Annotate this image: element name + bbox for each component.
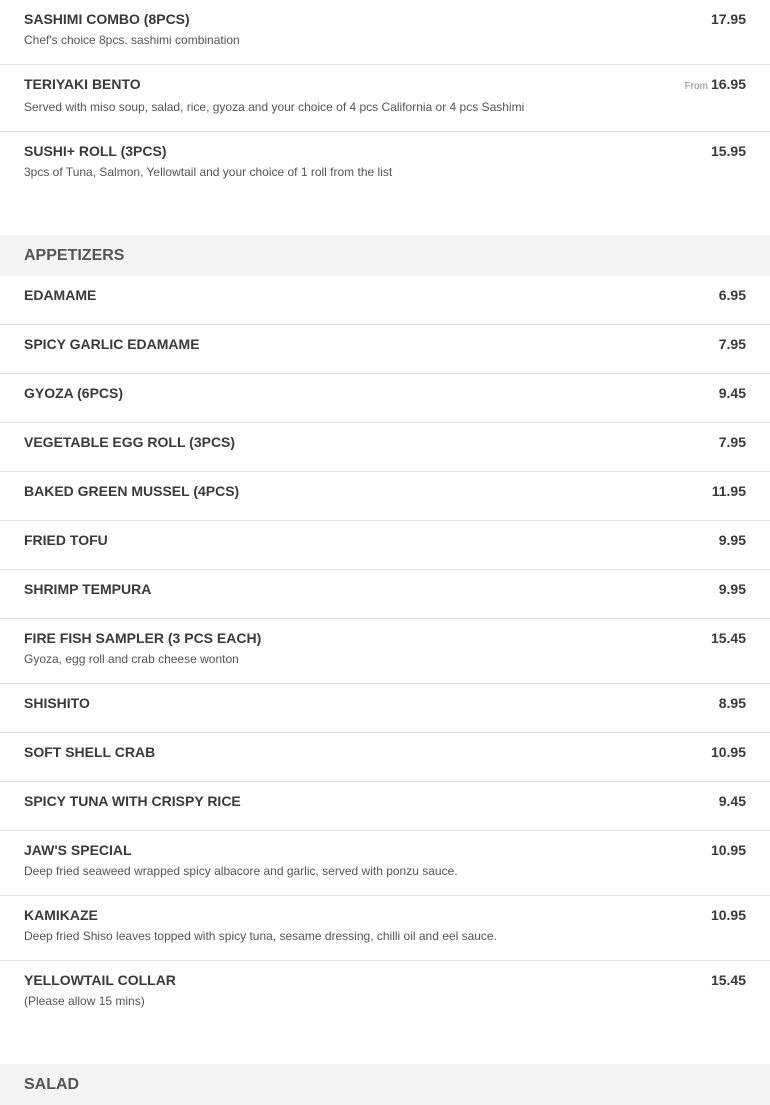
menu-item-name: EDAMAME — [24, 287, 97, 303]
menu-item-spicy-tuna-crispy-rice[interactable] — [0, 782, 770, 831]
menu-item-price: 8.95 — [718, 695, 746, 711]
menu-item-price: 15.45 — [710, 972, 746, 988]
menu-item-sashimi-combo[interactable] — [0, 0, 770, 65]
menu-item-price — [685, 76, 746, 95]
menu-item-price: 15.95 — [710, 143, 746, 159]
menu-item-price: 10.95 — [710, 842, 746, 858]
section-spacer — [0, 1026, 770, 1064]
menu-item-kamikaze[interactable] — [0, 896, 770, 961]
menu-item-soft-shell-crab[interactable] — [0, 733, 770, 782]
menu-item-price: 7.95 — [718, 336, 746, 352]
menu-item-name: FRIED TOFU — [24, 532, 108, 548]
menu-item-price: 7.95 — [718, 434, 746, 450]
menu-item-description: (Please allow 15 mins) — [24, 994, 145, 1008]
section-spacer — [0, 197, 770, 235]
menu-item-name: SPICY TUNA WITH CRISPY RICE — [24, 793, 241, 809]
menu-item-price: 9.45 — [718, 793, 746, 809]
menu-item-name: FIRE FISH SAMPLER (3 PCS EACH) — [24, 630, 262, 646]
price-prefix: From — [684, 81, 708, 92]
menu-item-price: 9.45 — [718, 385, 746, 401]
menu-item-vegetable-egg-roll[interactable] — [0, 423, 770, 472]
menu-item-price: 15.45 — [710, 630, 746, 646]
menu-item-name: BAKED GREEN MUSSEL (4PCS) — [24, 483, 240, 499]
section-header-salad: SALAD — [0, 1064, 770, 1105]
menu-item-fried-tofu[interactable] — [0, 521, 770, 570]
menu-item-spicy-garlic-edamame[interactable] — [0, 325, 770, 374]
menu-item-price: 9.95 — [718, 532, 746, 548]
menu-item-name: VEGETABLE EGG ROLL (3PCS) — [24, 434, 236, 450]
menu-item-teriyaki-bento[interactable] — [0, 65, 770, 132]
menu-item-name: SASHIMI COMBO (8PCS) — [24, 11, 190, 27]
menu-item-description: Chef's choice 8pcs. sashimi combination — [24, 33, 240, 47]
menu-item-price: 10.95 — [710, 907, 746, 923]
menu-item-name: SPICY GARLIC EDAMAME — [24, 336, 200, 352]
menu-item-price: 6.95 — [718, 287, 746, 303]
menu-item-name: JAW'S SPECIAL — [24, 842, 132, 858]
menu-item-price: 10.95 — [710, 744, 746, 760]
menu-item-price: 17.95 — [710, 11, 746, 27]
menu-item-sushi-plus-roll[interactable] — [0, 132, 770, 197]
menu-item-name: SOFT SHELL CRAB — [24, 744, 156, 760]
menu-item-description: Gyoza, egg roll and crab cheese wonton — [24, 652, 239, 666]
menu-item-description: 3pcs of Tuna, Salmon, Yellowtail and your choice of 1 roll from the list — [24, 165, 393, 179]
menu-item-fire-fish-sampler[interactable] — [0, 619, 770, 684]
menu-item-name: KAMIKAZE — [24, 907, 98, 923]
menu-item-edamame[interactable] — [0, 276, 770, 325]
menu-item-name: SHRIMP TEMPURA — [24, 581, 152, 597]
menu-item-description: Deep fried seaweed wrapped spicy albacore and garlic, served with ponzu sauce. — [24, 864, 458, 878]
menu-item-name: YELLOWTAIL COLLAR — [24, 972, 176, 988]
menu-item-yellowtail-collar[interactable] — [0, 961, 770, 1026]
menu-item-gyoza[interactable] — [0, 374, 770, 423]
menu-item-baked-green-mussel[interactable] — [0, 472, 770, 521]
menu-item-shishito[interactable] — [0, 684, 770, 733]
menu-item-name: TERIYAKI BENTO — [24, 76, 141, 92]
menu-item-price: 11.95 — [711, 483, 746, 499]
menu-item-description: Served with miso soup, salad, rice, gyoza and your choice of 4 pcs California or 4 pcs Sashimi — [24, 100, 525, 114]
menu-item-name: GYOZA (6PCS) — [24, 385, 124, 401]
menu-item-price: 9.95 — [718, 581, 746, 597]
menu-item-name: SHISHITO — [24, 695, 90, 711]
menu-item-description: Deep fried Shiso leaves topped with spicy tuna, sesame dressing, chilli oil and eel sauce. — [24, 929, 497, 943]
price-value: 16.95 — [710, 76, 746, 92]
menu-item-name: SUSHI+ ROLL (3PCS) — [24, 143, 167, 159]
section-header-appetizers: APPETIZERS — [0, 235, 770, 276]
menu-item-shrimp-tempura[interactable] — [0, 570, 770, 619]
menu-item-jaws-special[interactable] — [0, 831, 770, 896]
